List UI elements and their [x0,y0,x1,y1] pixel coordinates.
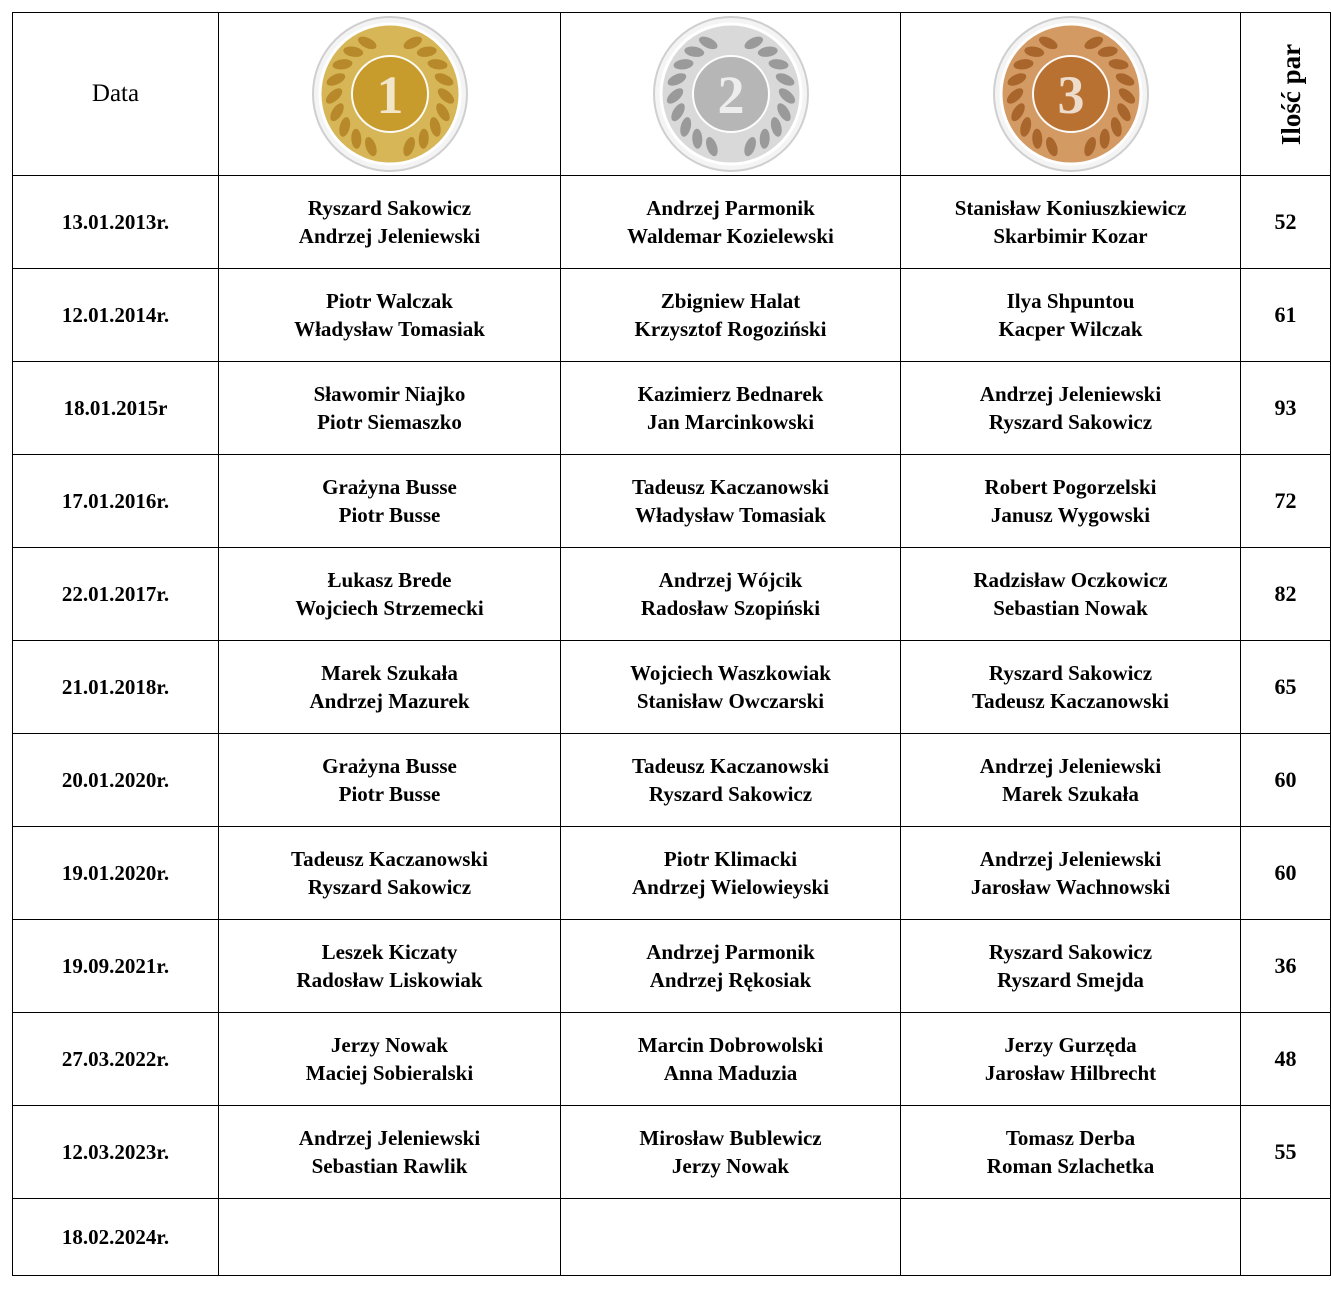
table-row [13,734,1331,827]
table-row [13,176,1331,269]
table-row [13,920,1331,1013]
player-name: Tomasz Derba [1005,1126,1136,1150]
first-place-pair-cell [219,1199,561,1276]
player-name: Tadeusz Kaczanowski [631,754,829,778]
gold-medal-icon [310,14,470,174]
player-name: Jarosław Hilbrecht [984,1061,1157,1085]
player-name: Piotr Walczak [326,289,453,313]
third-place-pair-cell [901,920,1241,1013]
date-cell: 21.01.2018r. [13,641,219,734]
player-name: Andrzej Rękosiak [649,968,812,992]
player-name: Ryszard Sakowicz [307,875,472,899]
results-table [12,12,1331,1276]
player-name: Waldemar Kozielewski [627,224,834,248]
player-name: Andrzej Wójcik [658,568,803,592]
player-name: Zbigniew Halat [660,289,801,313]
third-place-pair-cell [901,1013,1241,1106]
player-name: Skarbimir Kozar [993,224,1148,248]
second-place-pair-cell [561,734,901,827]
second-place-pair-cell [561,920,901,1013]
pair-count-cell [1241,1199,1331,1276]
table-row [13,362,1331,455]
pair-count-cell: 36 [1241,920,1331,1013]
first-place-pair-cell [219,827,561,920]
table-row [13,641,1331,734]
player-name: Ryszard Smejda [997,968,1144,992]
player-name: Anna Maduzia [663,1061,798,1085]
third-place-pair-cell [901,269,1241,362]
player-name: Łukasz Brede [327,568,452,592]
date-column-header: Data [13,13,219,176]
player-name: Ryszard Sakowicz [988,940,1153,964]
player-name: Ryszard Sakowicz [648,782,813,806]
player-name: Kacper Wilczak [998,317,1143,341]
first-place-pair-cell [219,362,561,455]
medal-numeral: 3 [1057,65,1084,125]
player-name: Andrzej Jeleniewski [298,224,481,248]
player-name: Władysław Tomasiak [635,503,826,527]
second-place-pair-cell [561,641,901,734]
player-name: Stanisław Koniuszkiewicz [954,196,1187,220]
second-place-pair-cell [561,455,901,548]
table-row [13,548,1331,641]
player-name: Wojciech Waszkowiak [630,661,831,685]
third-place-header [901,13,1241,176]
third-place-pair-cell [901,362,1241,455]
player-name: Ilya Shpuntou [1006,289,1135,313]
player-name: Radosław Szopiński [640,596,821,620]
first-place-pair-cell [219,920,561,1013]
pair-count-header [1241,13,1331,176]
player-name: Roman Szlachetka [986,1154,1155,1178]
player-name: Andrzej Jeleniewski [979,847,1162,871]
first-place-pair-cell [219,641,561,734]
pair-count-cell: 52 [1241,176,1331,269]
player-name: Jarosław Wachnowski [970,875,1171,899]
table-row [13,269,1331,362]
player-name: Ryszard Sakowicz [307,196,472,220]
player-name: Tadeusz Kaczanowski [290,847,488,871]
pair-count-cell: 72 [1241,455,1331,548]
player-name: Robert Pogorzelski [984,475,1157,499]
player-name: Jan Marcinkowski [646,410,815,434]
player-name: Mirosław Bublewicz [639,1126,822,1150]
medal-numeral: 2 [717,65,744,125]
pair-count-cell: 55 [1241,1106,1331,1199]
player-name: Andrzej Wielowieyski [632,875,829,899]
table-row [13,827,1331,920]
first-place-header [219,13,561,176]
date-cell: 18.02.2024r. [13,1199,219,1276]
pair-count-cell: 82 [1241,548,1331,641]
player-name: Janusz Wygowski [990,503,1151,527]
player-name: Ryszard Sakowicz [988,661,1153,685]
date-cell: 27.03.2022r. [13,1013,219,1106]
third-place-pair-cell [901,641,1241,734]
player-name: Andrzej Jeleniewski [979,754,1162,778]
player-name: Radosław Liskowiak [296,968,483,992]
player-name: Leszek Kiczaty [321,940,458,964]
player-name: Piotr Siemaszko [317,410,462,434]
pair-count-cell: 60 [1241,827,1331,920]
header-row [13,13,1331,176]
table-row [13,1013,1331,1106]
second-place-pair-cell [561,176,901,269]
table-row [13,1106,1331,1199]
pair-count-cell: 61 [1241,269,1331,362]
table-row [13,455,1331,548]
player-name: Sebastian Nowak [993,596,1148,620]
second-place-header [561,13,901,176]
bronze-medal-icon [991,14,1151,174]
player-name: Marek Szukała [1002,782,1139,806]
pair-count-cell: 60 [1241,734,1331,827]
player-name: Władysław Tomasiak [294,317,485,341]
second-place-pair-cell [561,1199,901,1276]
date-cell: 19.09.2021r. [13,920,219,1013]
second-place-pair-cell [561,1106,901,1199]
third-place-pair-cell [901,1199,1241,1276]
player-name: Tadeusz Kaczanowski [971,689,1169,713]
first-place-pair-cell [219,1106,561,1199]
third-place-pair-cell [901,176,1241,269]
player-name: Piotr Klimacki [663,847,798,871]
player-name: Marek Szukała [321,661,458,685]
first-place-pair-cell [219,269,561,362]
first-place-pair-cell [219,455,561,548]
player-name: Marcin Dobrowolski [637,1033,824,1057]
third-place-pair-cell [901,734,1241,827]
player-name: Jerzy Nowak [330,1033,449,1057]
pair-count-cell: 48 [1241,1013,1331,1106]
third-place-pair-cell [901,827,1241,920]
date-cell: 13.01.2013r. [13,176,219,269]
player-name: Andrzej Jeleniewski [979,382,1162,406]
first-place-pair-cell [219,1013,561,1106]
player-name: Andrzej Parmonik [646,940,815,964]
first-place-pair-cell [219,548,561,641]
pair-count-label: Ilość par [1276,43,1307,145]
date-cell: 12.03.2023r. [13,1106,219,1199]
player-name: Jerzy Nowak [671,1154,790,1178]
results-body [13,176,1331,1276]
player-name: Kazimierz Bednarek [637,382,824,406]
second-place-pair-cell [561,362,901,455]
player-name: Sławomir Niajko [313,382,466,406]
date-cell: 22.01.2017r. [13,548,219,641]
player-name: Piotr Busse [338,782,441,806]
second-place-pair-cell [561,269,901,362]
table-row [13,1199,1331,1276]
player-name: Grażyna Busse [322,754,457,778]
third-place-pair-cell [901,1106,1241,1199]
date-cell: 19.01.2020r. [13,827,219,920]
player-name: Krzysztof Rogoziński [634,317,827,341]
second-place-pair-cell [561,548,901,641]
third-place-pair-cell [901,455,1241,548]
first-place-pair-cell [219,176,561,269]
player-name: Tadeusz Kaczanowski [631,475,829,499]
player-name: Maciej Sobieralski [305,1061,474,1085]
player-name: Grażyna Busse [322,475,457,499]
third-place-pair-cell [901,548,1241,641]
date-cell: 18.01.2015r [13,362,219,455]
date-cell: 20.01.2020r. [13,734,219,827]
player-name: Radzisław Oczkowicz [973,568,1168,592]
player-name: Piotr Busse [338,503,441,527]
player-name: Wojciech Strzemecki [295,596,484,620]
player-name: Sebastian Rawlik [311,1154,468,1178]
first-place-pair-cell [219,734,561,827]
second-place-pair-cell [561,827,901,920]
date-cell: 12.01.2014r. [13,269,219,362]
medal-numeral: 1 [376,65,403,125]
second-place-pair-cell [561,1013,901,1106]
player-name: Andrzej Jeleniewski [298,1126,481,1150]
pair-count-cell: 93 [1241,362,1331,455]
pair-count-cell: 65 [1241,641,1331,734]
player-name: Stanisław Owczarski [636,689,825,713]
player-name: Andrzej Mazurek [309,689,470,713]
silver-medal-icon [651,14,811,174]
player-name: Ryszard Sakowicz [988,410,1153,434]
date-cell: 17.01.2016r. [13,455,219,548]
player-name: Andrzej Parmonik [646,196,815,220]
player-name: Jerzy Gurzęda [1004,1033,1137,1057]
